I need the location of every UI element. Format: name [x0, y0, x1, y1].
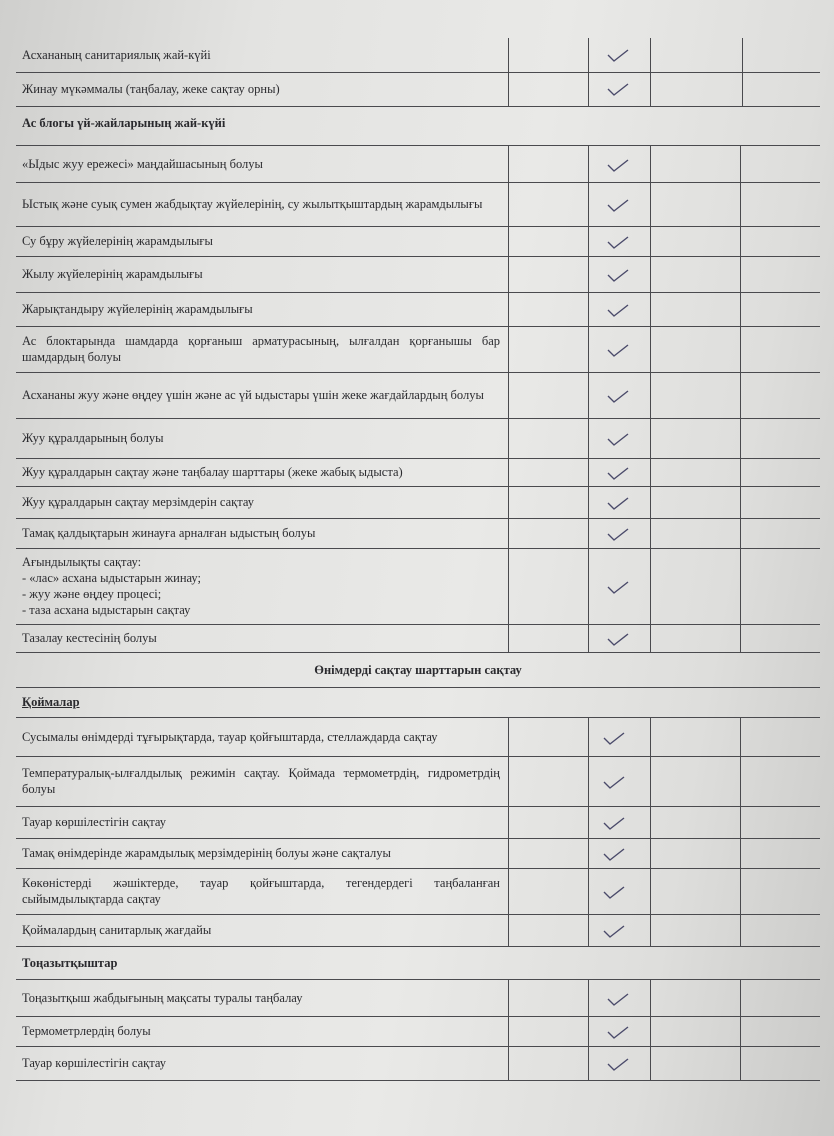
checkmark-icon	[606, 632, 630, 648]
row-label: Жылу жүйелерінің жарамдылығы	[22, 267, 203, 281]
table-row	[16, 326, 820, 373]
checkmark-icon	[606, 268, 630, 284]
row-label: Асхананың санитариялық жай-күйі	[22, 48, 211, 62]
table-row	[16, 292, 820, 327]
table-row	[16, 806, 820, 839]
row-label: Тамақ қалдықтарын жинауға арналған ыдыстың болуы	[22, 526, 316, 540]
row-label: Қоймалардың санитарлық жағдайы	[22, 923, 212, 937]
checkmark-icon	[606, 48, 630, 64]
row-label: Термометрлердің болуы	[22, 1024, 151, 1038]
table-row	[16, 256, 820, 293]
section-heading: Ас блогы үй-жайларының жай-күйі	[16, 106, 820, 146]
checkmark-icon	[606, 82, 630, 98]
checkmark-icon	[606, 580, 630, 596]
checkmark-icon	[606, 198, 630, 214]
row-label: Жуу құралдарын сақтау және таңбалау шарттары (жеке жабық ыдыста)	[22, 465, 403, 479]
checkmark-icon	[602, 775, 626, 791]
row-label: Ыстық және суық сумен жабдықтау жүйелерінің, су жылытқыштардың жарамдылығы	[22, 197, 483, 211]
table-row	[16, 38, 820, 73]
checkmark-icon	[606, 1057, 630, 1073]
row-label: «Ыдыс жуу ережесі» маңдайшасының болуы	[22, 157, 263, 171]
row-label: Жарықтандыру жүйелерінің жарамдылығы	[22, 302, 253, 316]
row-label: Тамақ өнімдерінде жарамдылық мерзімдерінің болуы және сақталуы	[22, 846, 391, 860]
checkmark-icon	[602, 847, 626, 863]
table-row	[16, 72, 820, 107]
checkmark-icon	[606, 992, 630, 1008]
checkmark-icon	[606, 389, 630, 405]
checkmark-icon	[602, 924, 626, 940]
checkmark-icon	[606, 235, 630, 251]
checkmark-icon	[606, 158, 630, 174]
row-label: Асхананы жуу және өңдеу үшін және ас үй ыдыстары үшін жеке жағдайлардың болуы	[22, 388, 484, 402]
checkmark-icon	[606, 343, 630, 359]
row-label: Температуралық-ылғалдылық режимін сақтау. Қоймада термометрдің, гидрометрдің болуы	[22, 766, 500, 796]
table-row	[16, 486, 820, 519]
table-row	[16, 718, 820, 757]
checkmark-icon	[606, 466, 630, 482]
table-row	[16, 1046, 820, 1081]
table-row	[16, 980, 820, 1017]
row-label: Сусымалы өнімдерді тұғырықтарда, тауар қойғыштарда, стеллаждарда сақтау	[22, 730, 438, 744]
checkmark-icon	[606, 527, 630, 543]
section-heading: Өнімдерді сақтау шарттарын сақтау	[16, 654, 820, 688]
table-row	[16, 418, 820, 459]
table-row	[16, 146, 820, 183]
table-row	[16, 868, 820, 915]
checkmark-icon	[602, 731, 626, 747]
checkmark-icon	[602, 885, 626, 901]
table-row	[16, 548, 820, 625]
table-row	[16, 518, 820, 549]
row-label: Су бұру жүйелерінің жарамдылығы	[22, 234, 213, 248]
checkmark-icon	[606, 303, 630, 319]
table-row	[16, 372, 820, 419]
row-label: Тоңазытқыш жабдығының мақсаты туралы таңбалау	[22, 991, 303, 1005]
row-label: Ас блоктарында шамдарда қорғаныш арматурасының, ылғалдан қорғанышы бар шамдардың болуы	[22, 334, 500, 364]
subsection-heading: Қоймалар	[16, 688, 820, 718]
row-label: Тауар көршілестігін сақтау	[22, 1056, 167, 1070]
checkmark-icon	[606, 432, 630, 448]
table-row	[16, 1016, 820, 1047]
table-row	[16, 458, 820, 487]
table-row	[16, 182, 820, 227]
checkmark-icon	[606, 496, 630, 512]
row-label: Көкөністерді жәшіктерде, тауар қойғыштарда, тегендердегі таңбаланған сыйымдылықтарда сақтау	[22, 876, 500, 906]
row-label: Ағындылықты сақтау: - «лас» асхана ыдыстарын жинау; - жуу және өңдеу процесі; - таза асхана ыдыстарын сақтау	[22, 555, 201, 617]
row-label: Тауар көршілестігін сақтау	[22, 815, 167, 829]
table-row	[16, 838, 820, 869]
row-label: Тазалау кестесінің болуы	[22, 631, 157, 645]
table-row	[16, 914, 820, 947]
table-row	[16, 226, 820, 257]
table-row	[16, 624, 820, 653]
subsection-heading: Тоңазытқыштар	[16, 948, 820, 980]
row-label: Жуу құралдарының болуы	[22, 431, 164, 445]
row-label: Жуу құралдарын сақтау мерзімдерін сақтау	[22, 495, 255, 509]
table-row	[16, 756, 820, 807]
row-label: Жинау мүкәммалы (таңбалау, жеке сақтау орны)	[22, 82, 280, 96]
checkmark-icon	[606, 1025, 630, 1041]
checkmark-icon	[602, 816, 626, 832]
